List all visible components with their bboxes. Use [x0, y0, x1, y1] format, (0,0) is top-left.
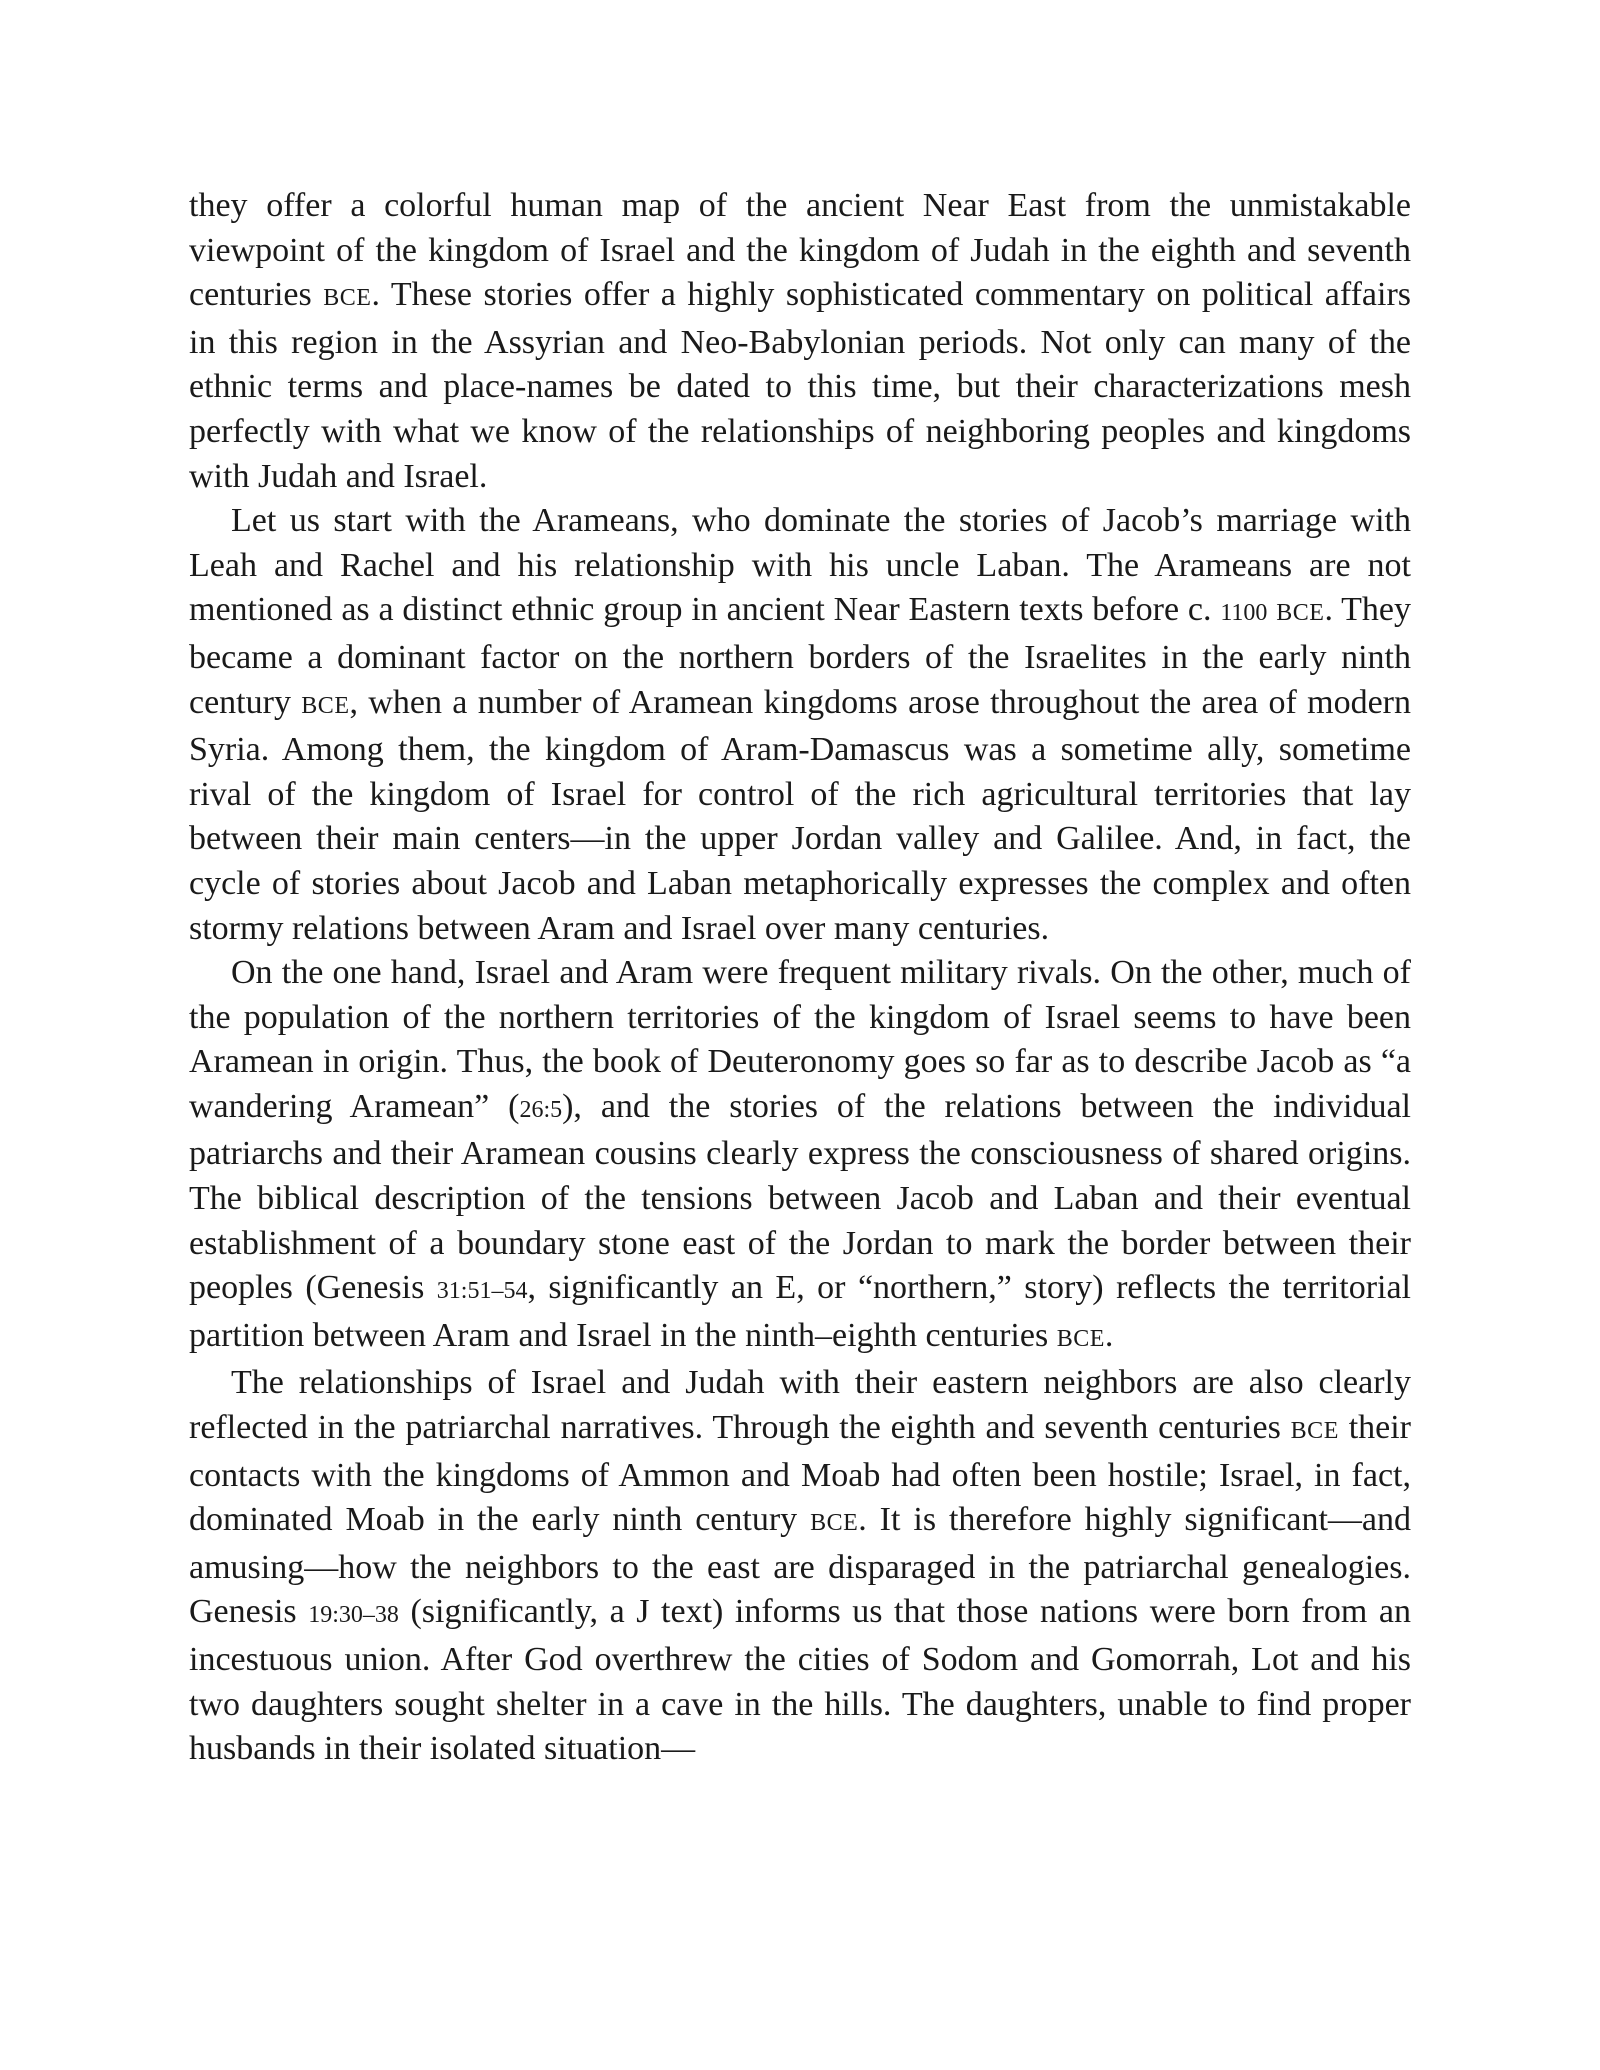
small-caps-era: BCE [323, 285, 372, 312]
text-run: The relationships of Israel and Judah with their eastern neighbors are also clearly reflected in the patriarchal narratives. Through the eighth and seventh centuries [189, 1364, 1411, 1447]
oldstyle-number: 19:30–38 [308, 1602, 399, 1629]
paragraph-4 [189, 1361, 1411, 1771]
paragraph-1 [189, 184, 1411, 499]
oldstyle-number: 1100 [1220, 600, 1268, 627]
text-run: , when a number of Aramean kingdoms arose throughout the area of modern Syria. Among them, the kingdom of Aram-Damascus was a sometime ally, sometime rival of the kingdom of Israel for control of the rich agricultural territories that lay between their main centers—in the upper Jordan valley and Galilee. And, in fact, the cycle of stories about Jacob and Laban metaphorically expresses the complex and often stormy relations between Aram and Israel over many centuries. [189, 683, 1412, 947]
text-run: their contacts with the kingdoms of Ammon and Moab had often been hostile; Israel, in fact, dominated Moab in the early ninth century [189, 1409, 1412, 1539]
text-run: ), and the stories of the relations between the individual patriarchs and their Aramean cousins clearly express the consciousness of shared origins. The biblical description of the tensions between Jacob and Laban and their eventual establishment of a boundary stone east of the Jordan to mark the border between their peoples (Genesis [189, 1087, 1412, 1307]
small-caps-era: BCE [1290, 1418, 1339, 1445]
paragraph-3 [189, 951, 1411, 1361]
small-caps-era: BCE [1276, 600, 1325, 627]
text-run: they offer a colorful human map of the ancient Near East from the unmistakable viewpoint of the kingdom of Israel and the kingdom of Judah in the eighth and seventh centuries [189, 187, 1411, 314]
text-run: , significantly an E, or “northern,” story) reflects the territorial partition between Aram and Israel in the ninth–eighth centuries [189, 1269, 1412, 1354]
small-caps-era: BCE [810, 1510, 859, 1537]
oldstyle-number: 26:5 [519, 1096, 563, 1123]
text-run: . [1104, 1316, 1114, 1354]
text-run: . They became a dominant factor on the northern borders of the Israelites in the early ninth century [189, 591, 1411, 721]
text-run: . It is therefore highly significant—and amusing—how the neighbors to the east are disparaged in the patriarchal genealogies. Genesis [189, 1501, 1412, 1631]
paragraph-2 [189, 499, 1411, 951]
oldstyle-number: 31:51–54 [436, 1278, 528, 1305]
text-run: On the one hand, Israel and Aram were frequent military rivals. On the other, much of the population of the northern territories of the kingdom of Israel seems to have been Aramean in origin. Thus, the book of Deuteronomy goes so far as to describe Jacob as “a wandering Aramean” ( [189, 954, 1411, 1125]
small-caps-era: BCE [301, 692, 350, 719]
page-body [189, 184, 1411, 1772]
text-run: (significantly, a J text) informs us that those nations were born from an incestuous union. After God overthrew the cities of Sodom and Gomorrah, Lot and his two daughters sought shelter in a cave in the hills. The daughters, unable to find proper husbands in their isolated situation— [189, 1593, 1411, 1768]
text-run: Let us start with the Arameans, who dominate the stories of Jacob’s marriage with Leah and Rachel and his relationship with his uncle Laban. The Arameans are not mentioned as a distinct ethnic group in ancient Near Eastern texts before c. [189, 502, 1411, 629]
text-run: . These stories offer a highly sophisticated commentary on political affairs in this region in the Assyrian and Neo-Babylonian periods. Not only can many of the ethnic terms and place-names be dated to this time, but their characterizations mesh perfectly with what we know of the relationships of neighboring peoples and kingdoms with Judah and Israel. [189, 276, 1412, 495]
small-caps-era: BCE [1056, 1325, 1105, 1352]
text-run [1267, 591, 1276, 628]
